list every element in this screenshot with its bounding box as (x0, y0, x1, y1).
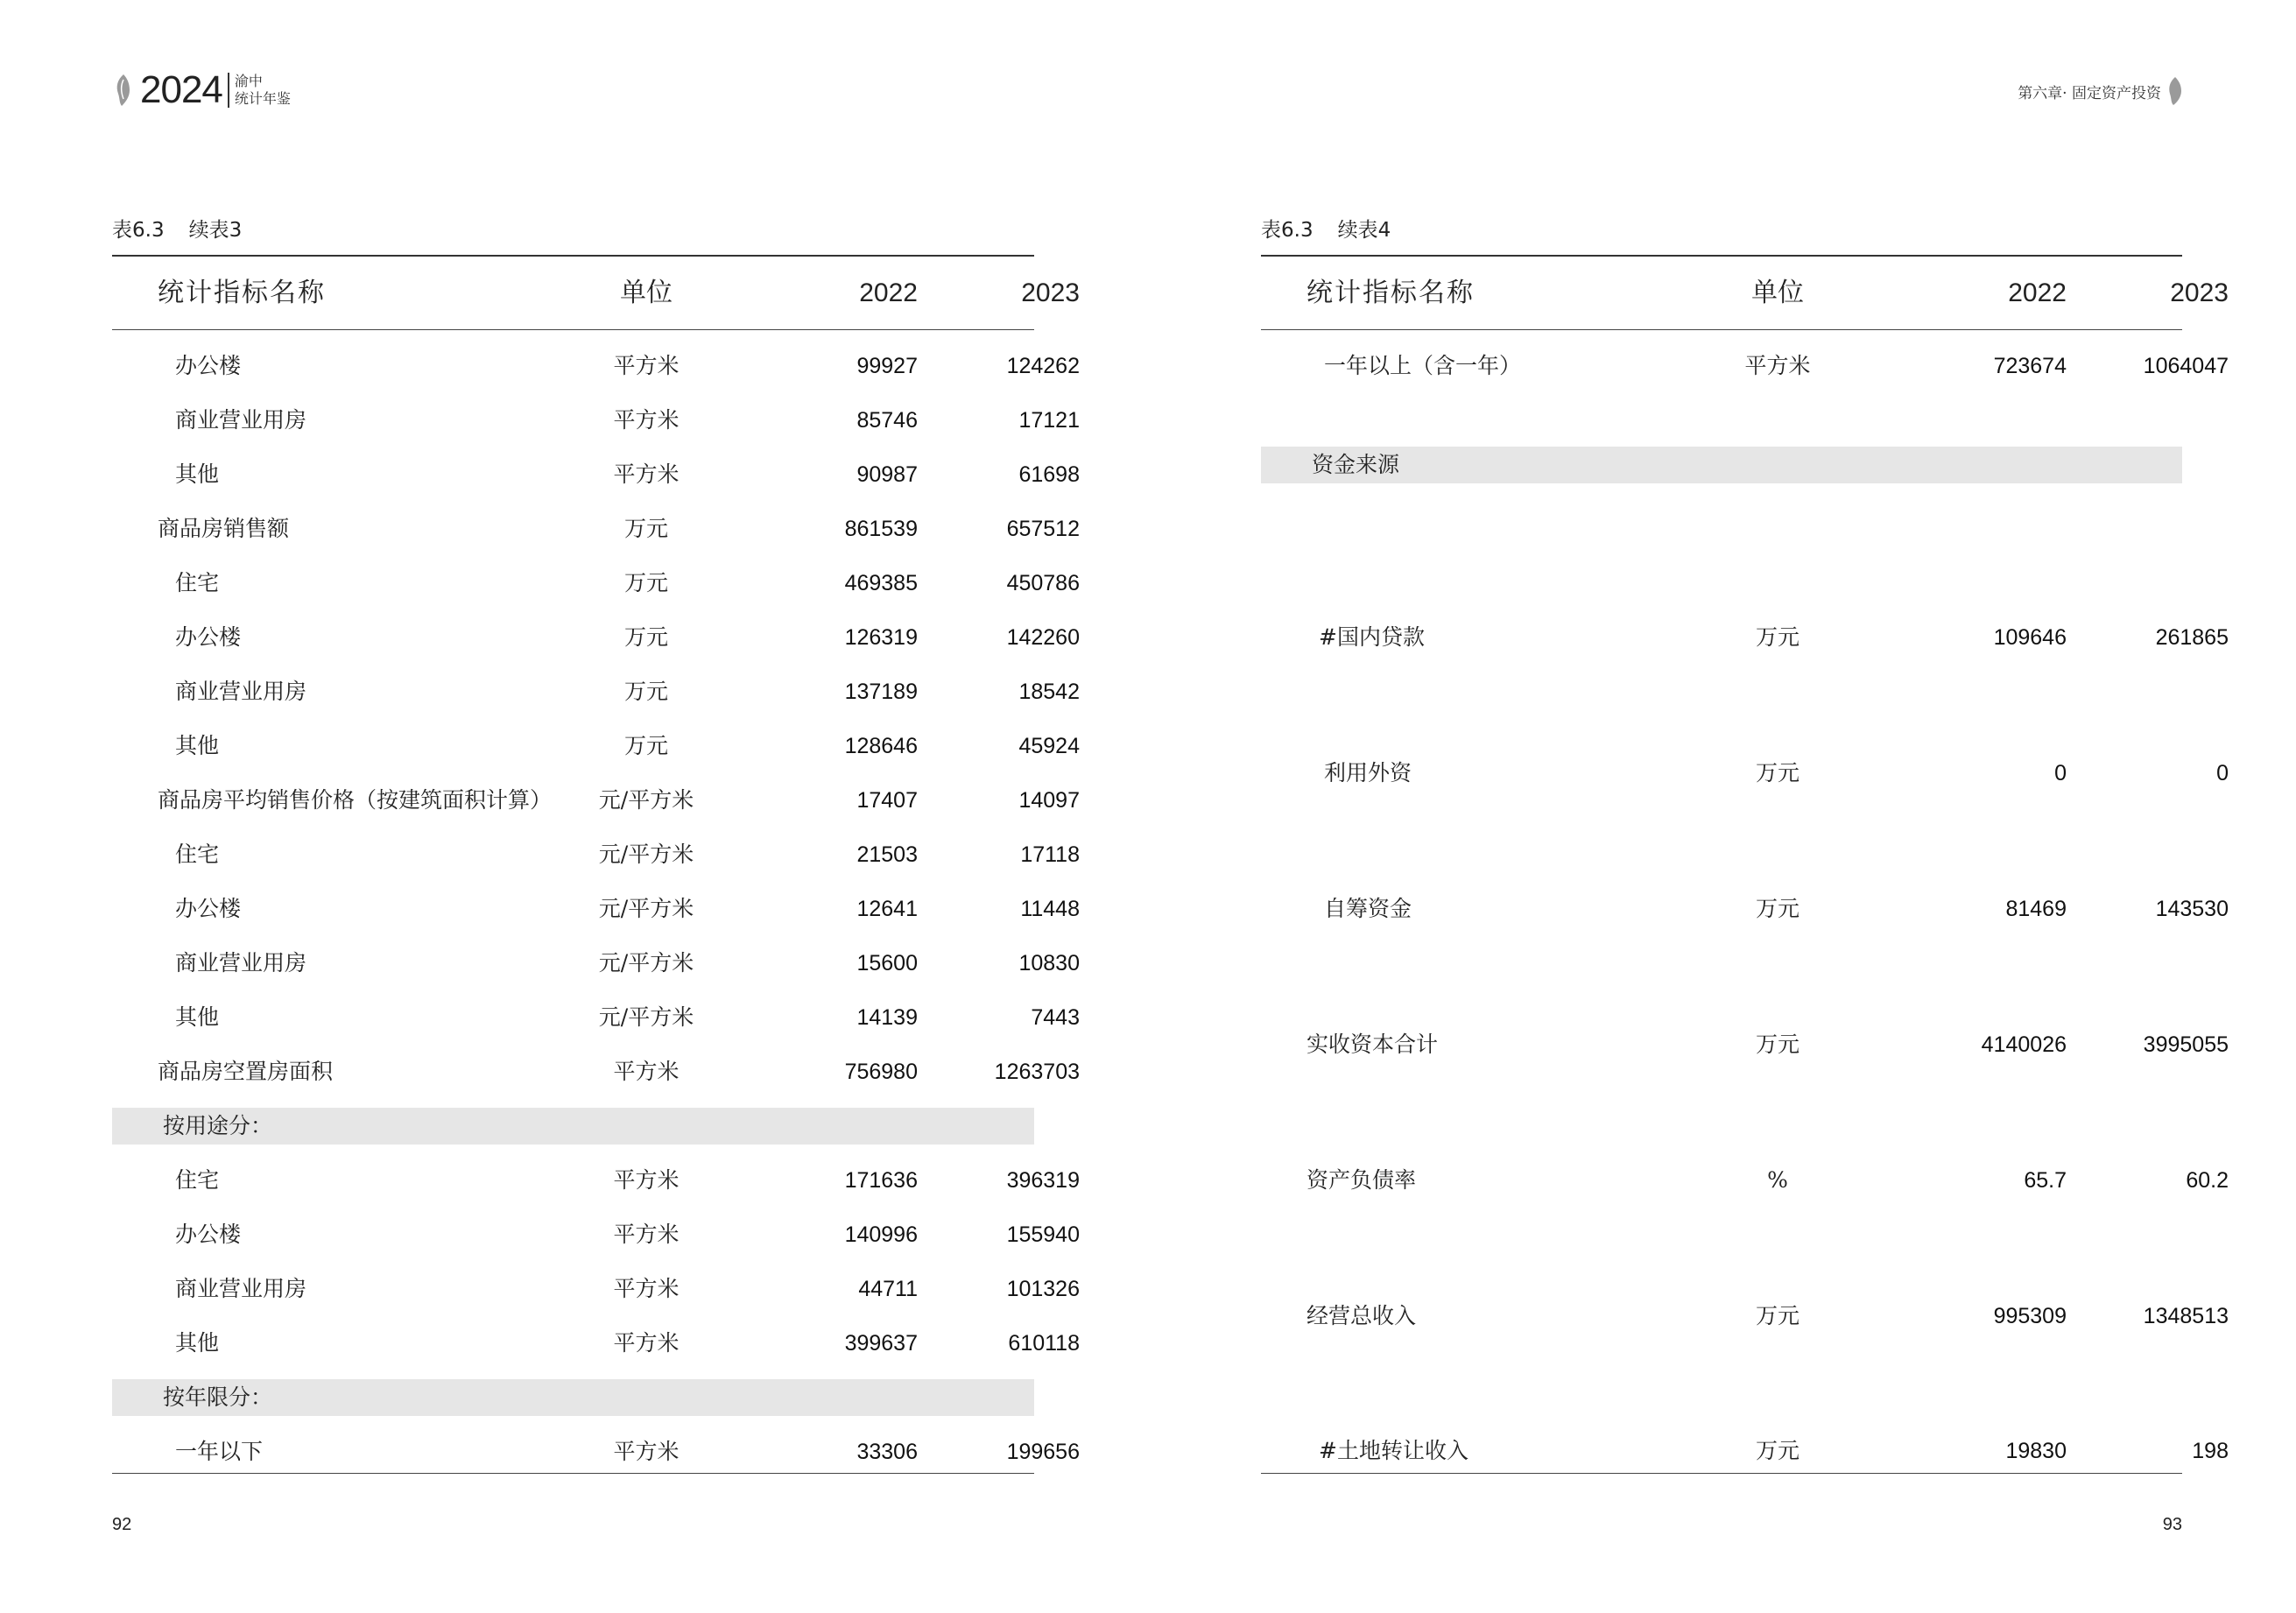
row-unit: 万元 (1755, 1438, 1799, 1463)
row-value-2022: 128646 (844, 734, 918, 758)
row-unit: 万元 (623, 679, 668, 704)
row-value-2023: 3995055 (2143, 1032, 2229, 1057)
table-bottom-rule (112, 1473, 1034, 1474)
row-value-2023: 142260 (1006, 625, 1080, 650)
row-unit: 元/平方米 (598, 1004, 694, 1030)
table-row (112, 402, 1080, 439)
yearbook-title (235, 73, 291, 108)
table-sublabel: 续表3 (188, 219, 243, 242)
row-value-2023: 1064047 (2143, 354, 2229, 378)
table-row (112, 511, 1080, 547)
yearbook-emblem-icon (114, 73, 133, 108)
row-indicator-name: 商业营业用房 (175, 679, 307, 704)
logo-divider (228, 73, 229, 108)
row-unit: % (1767, 1167, 1788, 1193)
row-unit: 万元 (1755, 760, 1799, 785)
row-unit: 万元 (623, 733, 668, 758)
section-band (112, 1379, 1034, 1416)
table-row (112, 1433, 1080, 1470)
row-indicator-name: 商品房销售额 (158, 516, 290, 541)
table-label: 表6.3 (112, 219, 165, 242)
page-number: 92 (112, 1515, 132, 1534)
row-unit: 平方米 (613, 461, 680, 487)
row-indicator-name: 自筹资金 (1324, 896, 1412, 921)
row-indicator-name: 商业营业用房 (175, 1276, 307, 1301)
table-header-rule (1261, 329, 2182, 330)
row-value-2023: 124262 (1006, 354, 1080, 378)
row-value-2023: 199656 (1006, 1440, 1080, 1464)
row-unit: 平方米 (613, 1276, 680, 1301)
chapter-title: 第六章· 固定资产投资 (2018, 84, 2161, 102)
column-header-2023: 2023 (1021, 278, 1080, 307)
chapter-heading (2018, 75, 2184, 107)
column-header-2023: 2023 (2170, 278, 2229, 307)
yearbook-year: 2024 (140, 68, 222, 111)
row-indicator-name: 其他 (175, 1330, 220, 1356)
row-indicator-name: 住宅 (175, 842, 220, 867)
table-row (112, 673, 1080, 710)
row-indicator-name: 办公楼 (175, 896, 242, 921)
table-caption (112, 214, 266, 243)
row-value-2023: 0 (2216, 761, 2229, 785)
row-value-2023: 60.2 (2186, 1168, 2229, 1193)
row-value-2022: 99927 (856, 354, 918, 378)
row-value-2022: 17407 (856, 788, 918, 813)
row-value-2023: 396319 (1006, 1168, 1080, 1193)
table-row (112, 1325, 1080, 1362)
row-value-2023: 14097 (1018, 788, 1080, 813)
row-value-2022: 171636 (844, 1168, 918, 1193)
row-value-2023: 17118 (1020, 842, 1080, 867)
chapter-emblem-icon (2166, 75, 2184, 107)
row-value-2022: 109646 (1993, 625, 2067, 650)
row-value-2023: 1348513 (2143, 1304, 2229, 1328)
row-indicator-name: #国内贷款 (1319, 624, 1425, 650)
yearbook-title-line1: 渝中 (234, 73, 263, 89)
table-row (1261, 1026, 2229, 1063)
row-unit: 万元 (1755, 624, 1799, 650)
table-row (112, 999, 1080, 1036)
section-label: 按用途分： (163, 1113, 273, 1138)
table-row (112, 1271, 1080, 1307)
row-indicator-name: 办公楼 (175, 624, 242, 650)
row-indicator-name: 一年以上（含一年） (1324, 353, 1522, 378)
row-value-2023: 657512 (1006, 517, 1080, 541)
row-indicator-name: 住宅 (175, 570, 220, 595)
table-row (1261, 1433, 2229, 1469)
row-value-2023: 143530 (2155, 897, 2229, 921)
table-top-rule (112, 255, 1034, 257)
row-unit: 平方米 (613, 407, 680, 433)
row-indicator-name: 办公楼 (175, 1222, 242, 1247)
table-bottom-rule (1261, 1473, 2182, 1474)
row-value-2022: 137189 (844, 680, 918, 704)
row-unit: 平方米 (613, 1222, 680, 1247)
row-value-2022: 723674 (1993, 354, 2067, 378)
table-header (1261, 263, 2229, 324)
row-value-2023: 10830 (1018, 951, 1080, 976)
table-row (1261, 1298, 2229, 1335)
row-unit: 万元 (1755, 896, 1799, 921)
row-value-2023: 155940 (1006, 1222, 1080, 1247)
column-header-2022: 2022 (859, 278, 918, 307)
row-unit: 万元 (1755, 1303, 1799, 1328)
row-indicator-name: 办公楼 (175, 353, 242, 378)
table-row (112, 348, 1080, 384)
row-value-2022: 85746 (856, 408, 918, 433)
row-unit: 元/平方米 (598, 950, 694, 976)
yearbook-title-line2: 统计年鉴 (234, 90, 291, 107)
row-indicator-name: 其他 (175, 1004, 220, 1030)
table-row (112, 782, 1080, 819)
row-value-2022: 861539 (844, 517, 918, 541)
table-row (112, 619, 1080, 656)
row-indicator-name: 商业营业用房 (175, 407, 307, 433)
table-header (112, 263, 1080, 324)
row-value-2022: 995309 (1993, 1304, 2067, 1328)
table-row (112, 945, 1080, 982)
section-band (112, 1108, 1034, 1145)
row-value-2023: 18542 (1018, 680, 1080, 704)
row-value-2022: 12641 (856, 897, 918, 921)
table-row (1261, 619, 2229, 656)
row-unit: 平方米 (613, 1059, 680, 1084)
row-value-2022: 469385 (844, 571, 918, 595)
row-value-2022: 15600 (856, 951, 918, 976)
row-value-2023: 101326 (1006, 1277, 1080, 1301)
column-header-name: 统计指标名称 (1306, 278, 1475, 308)
table-row (112, 1162, 1080, 1199)
row-indicator-name: 利用外资 (1324, 760, 1412, 785)
table-row (112, 456, 1080, 493)
column-header-name: 统计指标名称 (158, 278, 326, 308)
row-value-2022: 33306 (856, 1440, 918, 1464)
table-top-rule (1261, 255, 2182, 257)
column-header-unit: 单位 (1751, 278, 1804, 308)
row-value-2023: 198 (2192, 1439, 2229, 1463)
row-value-2022: 81469 (2005, 897, 2067, 921)
row-value-2022: 0 (2054, 761, 2067, 785)
table-row (1261, 348, 2229, 384)
page-number: 93 (2162, 1515, 2182, 1534)
row-indicator-name: 商品房空置房面积 (158, 1059, 334, 1084)
row-unit: 平方米 (613, 1330, 680, 1356)
row-indicator-name: #土地转让收入 (1319, 1438, 1468, 1463)
table-row (112, 1053, 1080, 1090)
row-indicator-name: 其他 (175, 733, 220, 758)
row-value-2022: 44711 (858, 1277, 918, 1301)
row-indicator-name: 商品房平均销售价格（按建筑面积计算） (158, 787, 553, 813)
row-value-2022: 399637 (844, 1331, 918, 1356)
row-value-2022: 65.7 (2024, 1168, 2067, 1193)
column-header-2022: 2022 (2008, 278, 2067, 307)
row-indicator-name: 商业营业用房 (175, 950, 307, 976)
section-label: 资金来源 (1312, 452, 1400, 477)
section-label: 按年限分： (163, 1384, 273, 1410)
table-row (112, 891, 1080, 927)
table-row (112, 565, 1080, 602)
row-value-2022: 90987 (856, 462, 918, 487)
row-value-2022: 140996 (844, 1222, 918, 1247)
row-indicator-name: 实收资本合计 (1306, 1032, 1439, 1057)
row-value-2022: 21503 (856, 842, 918, 867)
row-unit: 平方米 (1744, 353, 1811, 378)
row-value-2023: 7443 (1031, 1005, 1080, 1030)
yearbook-logo (114, 68, 291, 112)
table-row (112, 728, 1080, 764)
row-unit: 元/平方米 (598, 787, 694, 813)
row-indicator-name: 资产负债率 (1306, 1167, 1417, 1193)
row-value-2022: 14139 (856, 1005, 918, 1030)
row-indicator-name: 其他 (175, 461, 220, 487)
row-value-2022: 756980 (844, 1060, 918, 1084)
row-unit: 平方米 (613, 1167, 680, 1193)
table-row (112, 836, 1080, 873)
table-row (1261, 1162, 2229, 1199)
table-caption (1261, 214, 1415, 243)
table-row (1261, 891, 2229, 927)
row-value-2023: 610118 (1008, 1331, 1080, 1356)
row-value-2023: 450786 (1006, 571, 1080, 595)
row-unit: 元/平方米 (598, 896, 694, 921)
row-value-2023: 261865 (2155, 625, 2229, 650)
table-sublabel: 续表4 (1337, 219, 1391, 242)
row-unit: 万元 (623, 624, 668, 650)
column-header-unit: 单位 (620, 278, 673, 308)
row-unit: 平方米 (613, 353, 680, 378)
row-value-2023: 1263703 (994, 1060, 1080, 1084)
table-row (112, 1216, 1080, 1253)
row-indicator-name: 经营总收入 (1306, 1303, 1417, 1328)
row-value-2023: 11448 (1020, 897, 1080, 921)
row-value-2022: 126319 (844, 625, 918, 650)
row-indicator-name: 一年以下 (175, 1439, 264, 1464)
row-value-2022: 19830 (2005, 1439, 2067, 1463)
section-band (1261, 447, 2182, 483)
row-value-2022: 4140026 (1981, 1032, 2067, 1057)
table-label: 表6.3 (1261, 219, 1314, 242)
row-unit: 万元 (1755, 1032, 1799, 1057)
row-value-2023: 17121 (1018, 408, 1080, 433)
row-unit: 元/平方米 (598, 842, 694, 867)
table-row (1261, 755, 2229, 792)
row-unit: 万元 (623, 570, 668, 595)
row-value-2023: 61698 (1018, 462, 1080, 487)
row-unit: 平方米 (613, 1439, 680, 1464)
row-value-2023: 45924 (1018, 734, 1080, 758)
row-indicator-name: 住宅 (175, 1167, 220, 1193)
table-header-rule (112, 329, 1034, 330)
row-unit: 万元 (623, 516, 668, 541)
